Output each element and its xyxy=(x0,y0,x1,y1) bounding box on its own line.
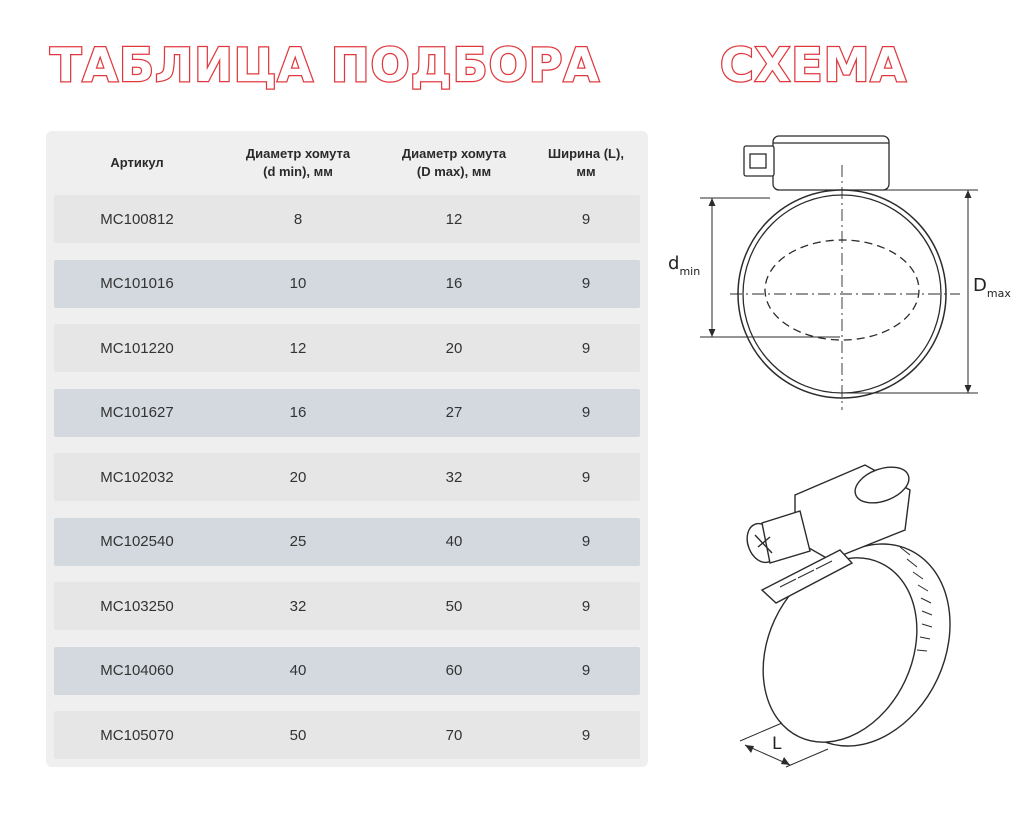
width-label: L xyxy=(772,734,782,754)
table-row xyxy=(54,647,640,695)
cell-d-max: 12 xyxy=(445,210,463,228)
clamp-front-diagram xyxy=(660,125,1023,410)
table-row xyxy=(54,195,640,243)
selection-table xyxy=(46,131,648,767)
cell-article: MC101016 xyxy=(100,275,174,292)
table-row xyxy=(54,389,640,437)
dmax-label: $D_{max}$ xyxy=(973,275,1011,300)
cell-d-max: 20 xyxy=(445,339,463,357)
cell-d-min: 8 xyxy=(293,210,303,228)
table-title: ТАБЛИЦА ПОДБОРА xyxy=(50,38,601,92)
cell-d-max: 60 xyxy=(445,662,463,679)
cell-d-max: 16 xyxy=(445,275,463,292)
table-row xyxy=(54,711,640,759)
cell-width: 9 xyxy=(581,339,591,357)
cell-d-min: 50 xyxy=(289,726,307,744)
dmin-label: $d_{min}$ xyxy=(668,253,701,278)
cell-article: MC104060 xyxy=(100,662,174,679)
cell-d-max: 70 xyxy=(445,726,463,744)
cell-d-max: 27 xyxy=(445,404,463,421)
cell-d-max: 40 xyxy=(445,533,463,550)
cell-article: MC105070 xyxy=(100,726,174,744)
header-d-max: Диаметр хомута (D max), мм xyxy=(401,146,507,179)
table-row xyxy=(54,582,640,630)
cell-d-min: 10 xyxy=(289,275,307,292)
cell-d-max: 32 xyxy=(445,468,463,486)
cell-article: MC102540 xyxy=(100,533,174,550)
cell-width: 9 xyxy=(581,726,591,744)
header-d-min: Диаметр хомута (d min), мм xyxy=(245,146,351,179)
cell-width: 9 xyxy=(581,468,591,486)
cell-d-max: 50 xyxy=(445,597,463,615)
table-row xyxy=(54,518,640,566)
cell-d-min: 20 xyxy=(289,468,307,486)
table-header xyxy=(46,131,648,195)
cell-width: 9 xyxy=(581,210,591,228)
cell-article: MC102032 xyxy=(100,468,174,486)
cell-d-min: 12 xyxy=(289,339,307,357)
table-row xyxy=(54,453,640,501)
clamp-isometric-diagram xyxy=(700,455,970,785)
cell-width: 9 xyxy=(581,662,591,679)
cell-width: 9 xyxy=(581,533,591,550)
cell-d-min: 32 xyxy=(289,597,307,615)
cell-article: MC100812 xyxy=(100,210,174,228)
header-article: Артикул xyxy=(110,155,164,171)
cell-d-min: 25 xyxy=(289,533,307,550)
cell-article: MC103250 xyxy=(100,597,174,615)
cell-article: MC101627 xyxy=(100,404,174,421)
cell-width: 9 xyxy=(581,597,591,615)
header-width: Ширина (L), мм xyxy=(548,146,624,179)
table-row xyxy=(54,324,640,372)
cell-width: 9 xyxy=(581,275,591,292)
cell-d-min: 16 xyxy=(289,404,307,421)
scheme-title: СХЕМА xyxy=(720,38,908,92)
cell-article: MC101220 xyxy=(100,339,174,357)
cell-width: 9 xyxy=(581,404,591,421)
table-row xyxy=(54,260,640,308)
cell-d-min: 40 xyxy=(289,662,307,679)
